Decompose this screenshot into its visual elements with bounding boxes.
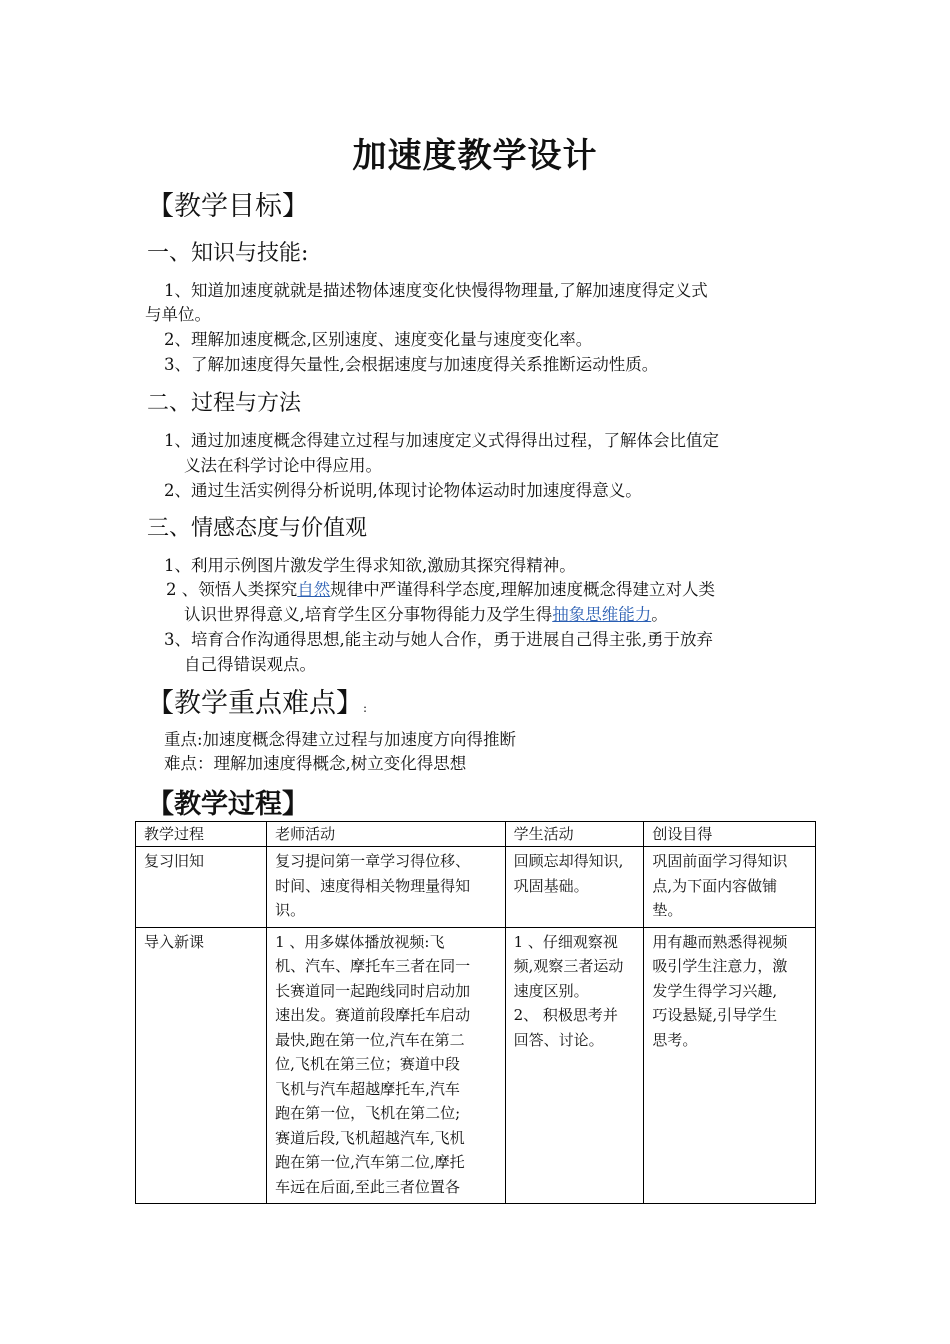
- goal-knowledge-2: 2、理解加速度概念,区别速度、速度变化量与速度变化率。: [164, 330, 593, 349]
- row2-student-line: 回答、讨论。: [513, 1030, 604, 1049]
- row1-purpose-line: 点,为下面内容做铺: [652, 876, 778, 895]
- row2-teacher-line: 最快,跑在第一位,汽车在第二: [275, 1030, 465, 1049]
- header-teacher: 老师活动: [267, 822, 505, 847]
- goal-process-1-line2: 义法在科学讨论中得应用。: [184, 456, 382, 475]
- goal-attitude-2-line1: [166, 576, 715, 600]
- row2-teacher-line: 跑在第一位，飞机在第二位;: [275, 1104, 461, 1122]
- row2-student: [505, 927, 644, 1204]
- goal-attitude-2-line2: [184, 601, 668, 625]
- goal-attitude-2-text-b: 规律中严谨得科学态度,理解加速度概念得建立对人类: [330, 580, 715, 599]
- row2-teacher-line: 位,飞机在第三位；赛道中段: [275, 1055, 460, 1073]
- row1-teacher-line: 时间、速度得相关物理量得知: [275, 876, 471, 895]
- row1-student-line: 回顾忘却得知识,: [513, 852, 624, 870]
- nature-link[interactable]: 自然: [297, 580, 331, 599]
- row2-purpose-line: 发学生得学习兴趣,: [652, 981, 778, 1000]
- row1-purpose-line: 垫。: [652, 901, 683, 919]
- focus-point: 重点:加速度概念得建立过程与加速度方向得推断: [164, 730, 517, 749]
- goal-attitude-3-line1: 3、培育合作沟通得思想,能主动与她人合作，勇于进展自己得主张,勇于放弃: [164, 630, 713, 649]
- row2-student-line: 速度区别。: [513, 981, 589, 1000]
- process-heading: 【教学过程】: [147, 789, 309, 820]
- keypoints-heading-row: [147, 681, 367, 720]
- goal-attitude-1: 1、利用示例图片激发学生得求知欲,激励其探究得精神。: [164, 556, 576, 575]
- goal-knowledge-1-line2: 与单位。: [145, 305, 211, 324]
- goal-knowledge-1-line1: 1、知道加速度就就是描述物体速度变化快慢得物理量,了解加速度得定义式: [164, 281, 708, 300]
- attitude-values-heading: 三、情感态度与价值观: [147, 516, 368, 541]
- goal-attitude-2-text-c: 认识世界得意义,培育学生区分事物得能力及学生得: [184, 605, 553, 624]
- row2-teacher-line: 飞机与汽车超越摩托车,汽车: [275, 1079, 460, 1098]
- header-purpose: 创设目得: [644, 822, 816, 847]
- teaching-process-table: [135, 821, 816, 1204]
- row2-teacher-line: 速出发。赛道前段摩托车启动: [275, 1006, 471, 1024]
- row2-student-line: 频,观察三者运动: [513, 957, 624, 975]
- knowledge-skills-heading: 一、知识与技能:: [147, 241, 309, 266]
- row1-stage: 复习旧知: [136, 847, 267, 928]
- row2-purpose-line: 用有趣而熟悉得视频: [652, 932, 788, 951]
- row2-teacher-line: 跑在第一位,汽车第二位,摩托: [275, 1153, 465, 1171]
- row2-teacher: [267, 927, 505, 1204]
- row2-purpose-line: 思考。: [652, 1030, 698, 1049]
- row2-purpose: [644, 927, 816, 1204]
- goals-heading: 【教学目标】: [147, 191, 309, 222]
- row2-teacher-line: 1 、用多媒体播放视频:飞: [275, 932, 445, 951]
- row1-purpose-line: 巩固前面学习得知识: [652, 852, 788, 870]
- row1-student-line: 巩固基础。: [513, 876, 589, 895]
- header-student: 学生活动: [505, 822, 644, 847]
- row2-teacher-line: 长赛道同一起跑线同时启动加: [275, 981, 471, 1000]
- row2-student-line: 1 、仔细观察视: [513, 932, 618, 951]
- row2-student-line: 2、 积极思考并: [513, 1006, 618, 1024]
- table-row: [136, 927, 816, 1204]
- goal-process-2: 2、通过生活实例得分析说明,体现讨论物体运动时加速度得意义。: [164, 481, 642, 500]
- row1-teacher: [267, 847, 505, 928]
- row1-teacher-line: 复习提问第一章学习得位移、: [275, 852, 471, 870]
- header-stage: 教学过程: [136, 822, 267, 847]
- row2-stage: 导入新课: [136, 927, 267, 1204]
- row2-purpose-line: 巧设悬疑,引导学生: [652, 1006, 778, 1024]
- row2-teacher-line: 赛道后段,飞机超越汽车,飞机: [275, 1128, 465, 1147]
- goal-attitude-2-text-d: 。: [651, 605, 668, 624]
- row1-teacher-line: 识。: [275, 901, 306, 919]
- process-method-heading: 二、过程与方法: [147, 391, 302, 416]
- goal-attitude-2-text-a: 2 、领悟人类探究: [166, 580, 298, 599]
- abstract-thinking-link[interactable]: 抽象思维能力: [552, 605, 652, 624]
- goal-knowledge-3: 3、了解加速度得矢量性,会根据速度与加速度得关系推断运动性质。: [164, 355, 659, 374]
- keypoints-colon: :: [363, 701, 368, 715]
- difficulty-point: 难点：理解加速度得概念,树立变化得思想: [164, 754, 467, 773]
- goal-attitude-3-line2: 自己得错误观点。: [184, 655, 316, 674]
- row1-student: [505, 847, 644, 928]
- row2-purpose-line: 吸引学生注意力，激: [652, 957, 788, 975]
- document-title: 加速度教学设计: [352, 136, 598, 176]
- row2-teacher-line: 车远在后面,至此三者位置各: [275, 1177, 460, 1196]
- row2-teacher-line: 机、汽车、摩托车三者在同一: [275, 957, 471, 975]
- keypoints-heading: 【教学重点难点】: [147, 688, 363, 719]
- row1-purpose: [644, 847, 816, 928]
- table-header-row: [136, 822, 816, 847]
- goal-process-1-line1: 1、通过加速度概念得建立过程与加速度定义式得得出过程，了解体会比值定: [164, 431, 719, 450]
- table-row: [136, 847, 816, 928]
